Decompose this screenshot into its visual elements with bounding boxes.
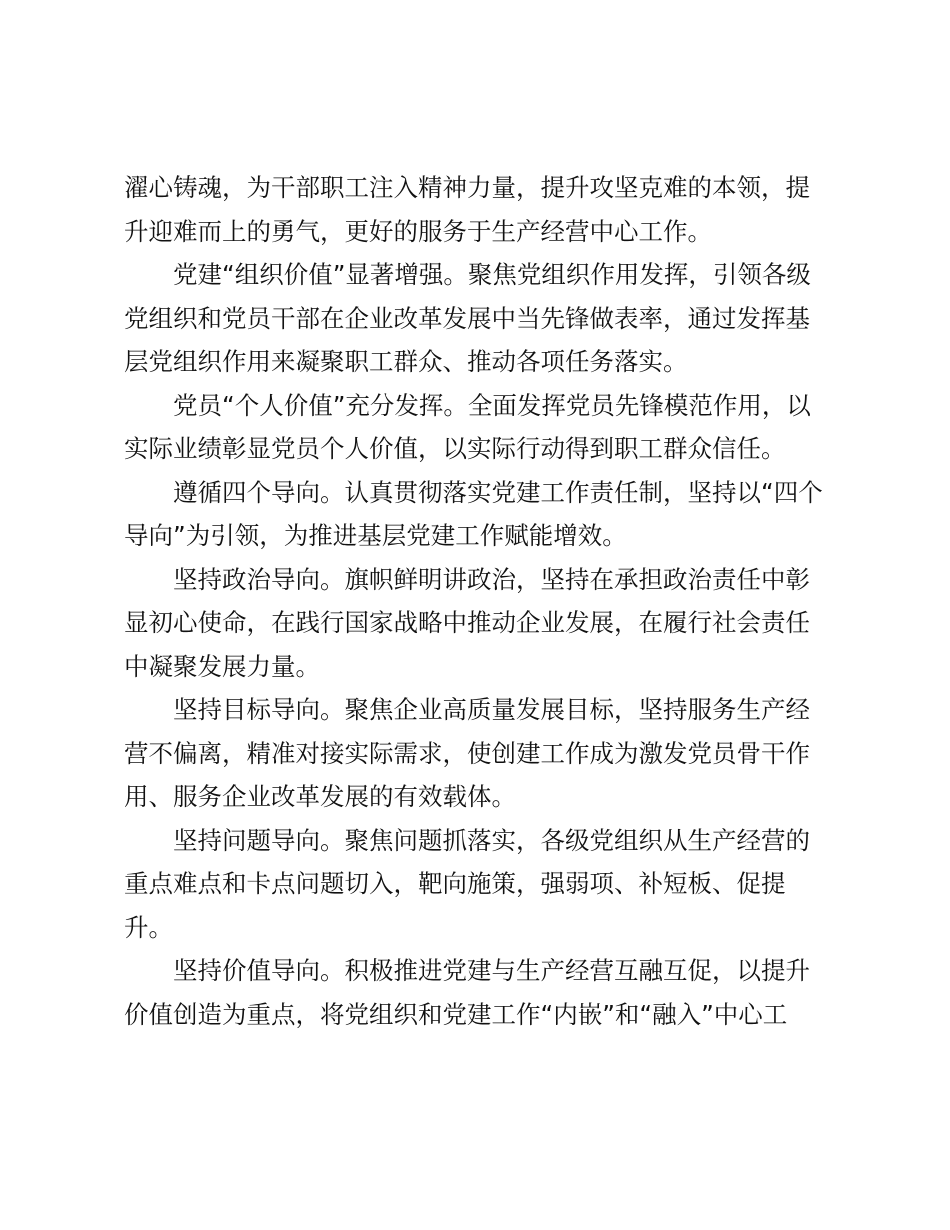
text-line: 党员“个人价值”充分发挥。全面发挥党员先锋模范作用，以 — [173, 390, 811, 420]
text-line: 濯心铸魂，为干部职工注入精神力量，提升攻坚克难的本领，提 — [124, 173, 810, 202]
document-body — [124, 166, 830, 1036]
text-line: 价值创造为重点，将党组织和党建工作“内嵌”和“融入”中心工 — [124, 999, 788, 1029]
text-line: 遵循四个导向。认真贯彻落实党建工作责任制，坚持以“四个 — [173, 477, 823, 507]
text-line: 中凝聚发展力量。 — [124, 651, 320, 681]
text-line: 坚持问题导向。聚焦问题抓落实，各级党组织从生产经营的 — [173, 825, 810, 855]
text-line: 坚持价值导向。积极推进党建与生产经营互融互促，以提升 — [173, 956, 810, 985]
text-line: 坚持政治导向。旗帜鲜明讲政治，坚持在承担政治责任中彰 — [173, 564, 810, 594]
text-line: 党组织和党员干部在企业改革发展中当先锋做表率，通过发挥基 — [124, 303, 810, 333]
text-line: 导向”为引领，为推进基层党建工作赋能增效。 — [124, 521, 627, 550]
text-line: 升迎难而上的勇气，更好的服务于生产经营中心工作。 — [124, 216, 712, 246]
text-line: 营不偏离，精准对接实际需求，使创建工作成为激发党员骨干作 — [124, 738, 810, 768]
text-line: 升。 — [124, 912, 173, 942]
text-line: 显初心使命，在践行国家战略中推动企业发展，在履行社会责任 — [124, 608, 810, 637]
text-line: 实际业绩彰显党员个人价值，以实际行动得到职工群众信任。 — [124, 434, 786, 463]
text-line: 层党组织作用来凝聚职工群众、推动各项任务落实。 — [124, 347, 688, 376]
text-line: 坚持目标导向。聚焦企业高质量发展目标，坚持服务生产经 — [173, 695, 810, 724]
text-line: 重点难点和卡点问题切入，靶向施策，强弱项、补短板、促提 — [124, 869, 786, 898]
text-line: 用、服务企业改革发展的有效载体。 — [124, 782, 516, 811]
text-line: 党建“组织价值”显著增强。聚焦党组织作用发挥，引领各级 — [173, 260, 811, 289]
